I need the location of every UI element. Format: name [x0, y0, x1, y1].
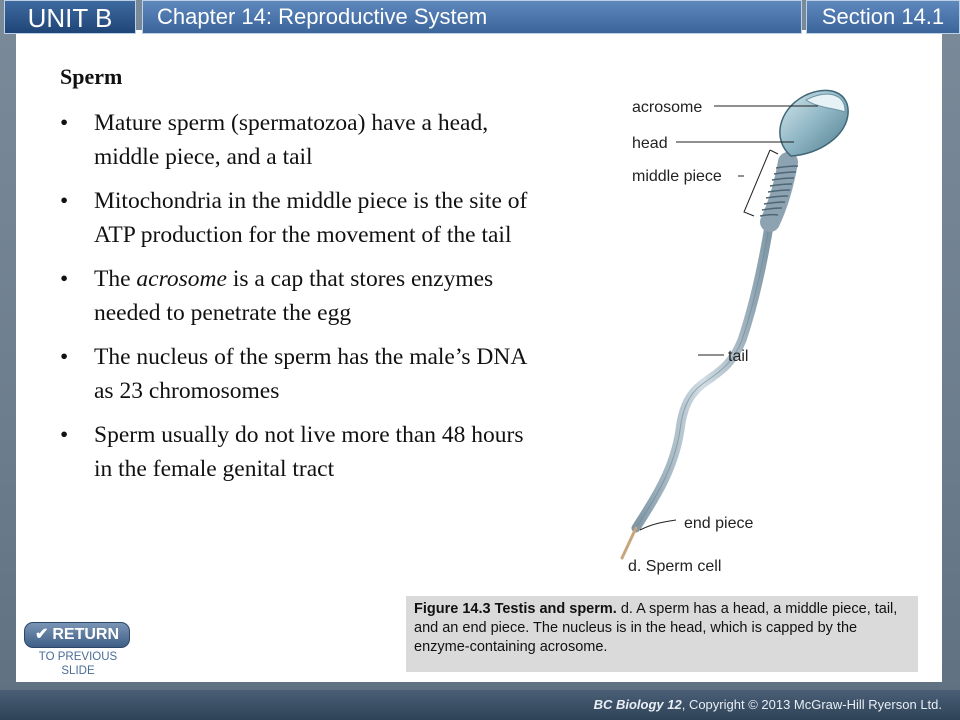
- figure-subtitle: d. Sperm cell: [628, 558, 722, 575]
- acrosome-term: acrosome: [136, 266, 227, 292]
- bullet-item: • Mitochondria in the middle piece is the site of ATP production for the movement of the tail: [56, 184, 536, 252]
- header-bar: [0, 0, 960, 34]
- footer-copyright: [594, 697, 942, 712]
- footer-book-title: BC Biology 12: [593, 697, 682, 712]
- bullet-item: • The acrosome is a cap that stores enzymes needed to penetrate the egg: [56, 262, 536, 330]
- footer-bar: [0, 690, 960, 720]
- bullet-list: [56, 106, 536, 496]
- figure-caption: [406, 596, 918, 672]
- caption-title: Figure 14.3 Testis and sperm.: [414, 601, 617, 617]
- acrosome-label: acrosome: [632, 99, 703, 116]
- return-button[interactable]: [24, 622, 130, 648]
- sperm-middle-piece: [760, 162, 798, 222]
- sperm-tail: [636, 220, 770, 528]
- return-arrow-icon: ✔: [34, 626, 49, 643]
- chapter-title: Chapter 14: Reproductive System: [142, 0, 802, 34]
- sperm-end-piece: [622, 528, 636, 558]
- section-label: Section 14.1: [806, 0, 960, 34]
- return-label: RETURN: [52, 626, 120, 643]
- unit-label: UNIT B: [4, 0, 136, 34]
- head-label: head: [632, 135, 668, 152]
- sperm-tail-outline: [636, 220, 770, 528]
- middle-piece-label: middle piece: [632, 168, 722, 185]
- slide-heading: Sperm: [60, 64, 123, 89]
- bullet-item: • The nucleus of the sperm has the male’s DNA as 23 chromosomes: [56, 340, 536, 408]
- tail-label: tail: [728, 348, 749, 365]
- return-subtitle[interactable]: TO PREVIOUS SLIDE: [38, 651, 118, 677]
- caption-text: d. A sperm has a head, a middle piece, tail, and an end piece. The nucleus is in the head, which is capped by the enzyme-containing acrosome.: [414, 601, 898, 655]
- end-piece-label: end piece: [684, 515, 754, 532]
- bullet-item: • Mature sperm (spermatozoa) have a head, middle piece, and a tail: [56, 106, 536, 174]
- sperm-cell-figure: [592, 70, 942, 590]
- bullet-item: • Sperm usually do not live more than 48 hours in the female genital tract: [56, 418, 536, 486]
- footer-copyright-text: , Copyright © 2013 McGraw-Hill Ryerson Ltd.: [681, 697, 942, 712]
